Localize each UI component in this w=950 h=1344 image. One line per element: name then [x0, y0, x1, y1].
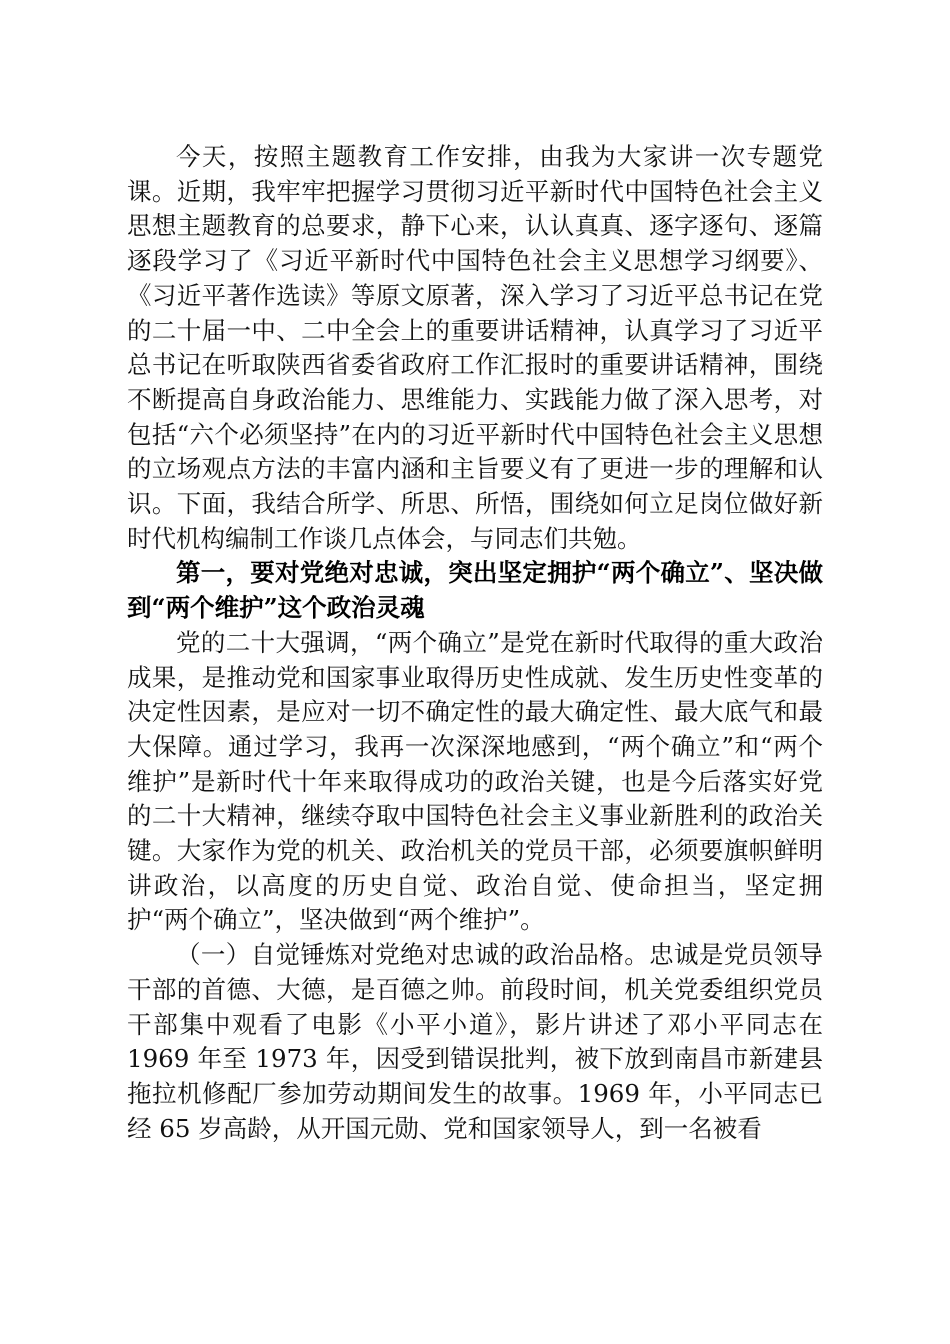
section-heading-1: 第一，要对党绝对忠诚，突出坚定拥护“两个确立”、坚决做到“两个维护”这个政治灵魂 — [127, 558, 823, 623]
subsection-1-paragraph: （一）自觉锤炼对党绝对忠诚的政治品格。忠诚是党员领导干部的首德、大德，是百德之帅。前段时间，机关党委组织党员干部集中观看了电影《小平小道》，影片讲述了邓小平同志在 1969 年至 1973 年，因受到错误批判，被下放到南昌市新建县拖拉机修配厂参加劳动期间发生的故事。1969 年，小平同志已经 65 岁高龄，从开国元勋、党和国家领导人，到一名被看 — [127, 940, 823, 1143]
intro-paragraph: 今天，按照主题教育工作安排，由我为大家讲一次专题党课。近期，我牢牢把握学习贯彻习近平新时代中国特色社会主义思想主题教育的总要求，静下心来，认认真真、逐字逐句、逐篇逐段学习了《习近平新时代中国特色社会主义思想学习纲要》、《习近平著作选读》等原文原著，深入学习了习近平总书记在党的二十届一中、二中全会上的重要讲话精神，认真学习了习近平总书记在听取陕西省委省政府工作汇报时的重要讲话精神，围绕不断提高自身政治能力、思维能力、实践能力做了深入思考，对包括“六个必须坚持”在内的习近平新时代中国特色社会主义思想的立场观点方法的丰富内涵和主旨要义有了更进一步的理解和认识。下面，我结合所学、所思、所悟，围绕如何立足岗位做好新时代机构编制工作谈几点体会，与同志们共勉。 — [127, 142, 823, 553]
document-body — [127, 140, 823, 1146]
section-1-paragraph: 党的二十大强调，“两个确立”是党在新时代取得的重大政治成果，是推动党和国家事业取得历史性成就、发生历史性变革的决定性因素，是应对一切不确定性的最大确定性、最大底气和最大保障。通过学习，我再一次深深地感到，“两个确立”和“两个维护”是新时代十年来取得成功的政治关键，也是今后落实好党的二十大精神，继续夺取中国特色社会主义事业新胜利的政治关键。大家作为党的机关、政治机关的党员干部，必须要旗帜鲜明讲政治，以高度的历史自觉、政治自觉、使命担当，坚定拥护“两个确立”，坚决做到“两个维护”。 — [127, 627, 823, 935]
